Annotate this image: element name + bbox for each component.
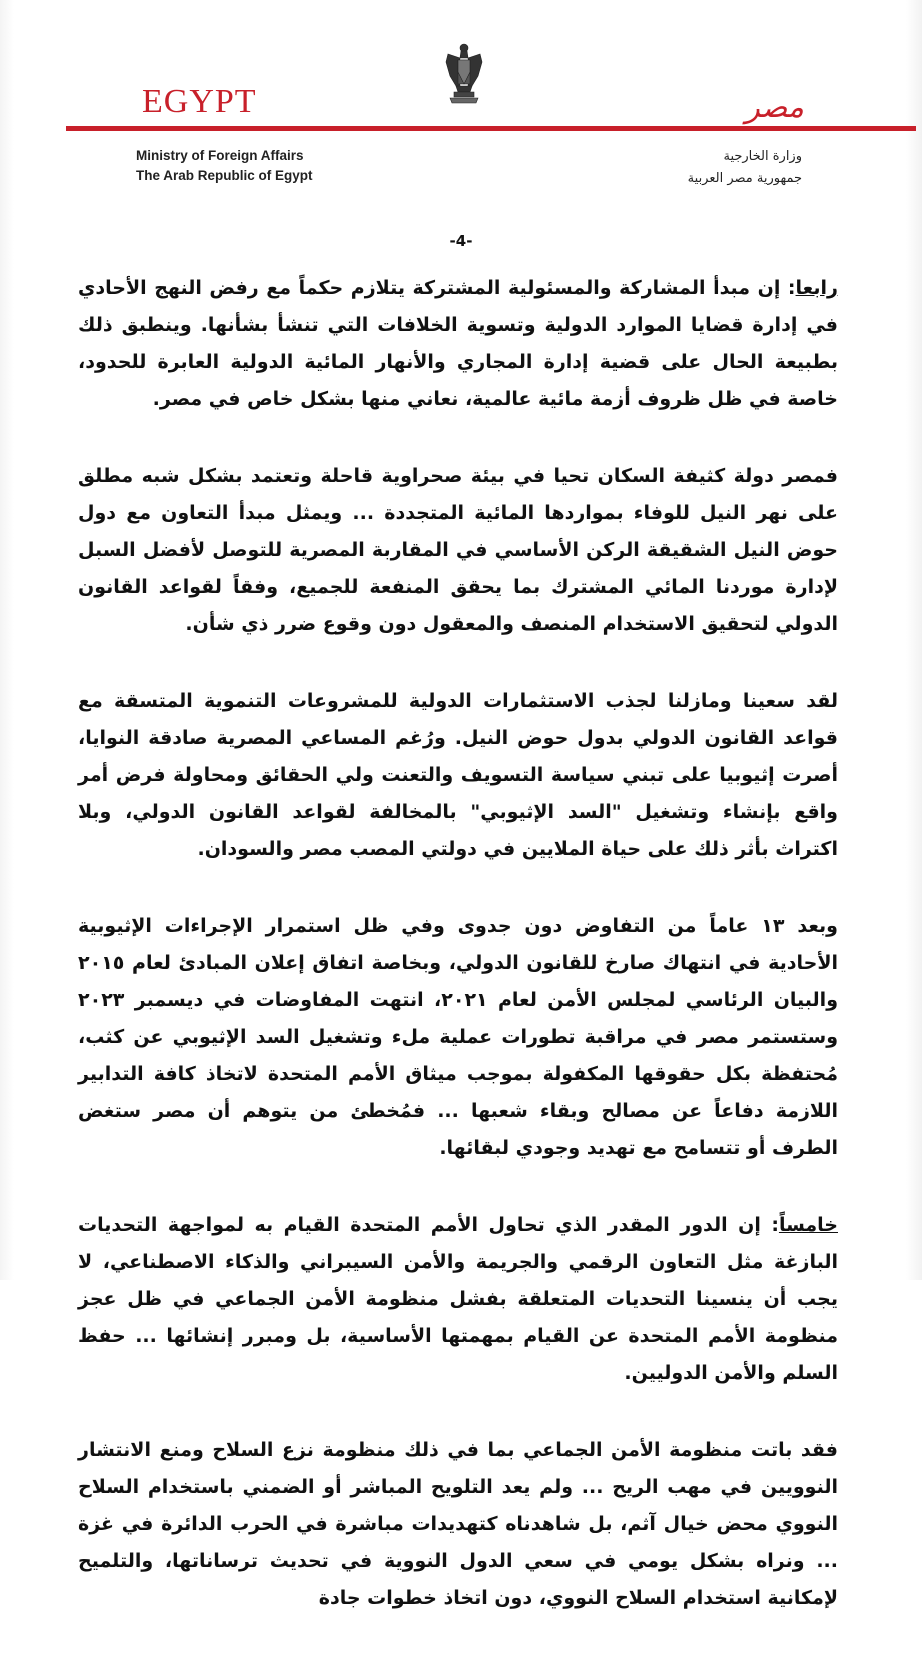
paragraph	[78, 908, 838, 1167]
ministry-arabic	[688, 146, 802, 190]
document-body	[78, 270, 838, 1657]
paragraph	[78, 683, 838, 868]
ministry-ar-line: وزارة الخارجية	[723, 149, 802, 164]
paragraph-text: لقد سعينا ومازلنا لجذب الاستثمارات الدولية للمشروعات التنموية المتسقة مع قواعد القانون الدولي بدول حوض النيل. ورُغم المساعي المصرية صادقة النوايا، أصرت إثيوبيا على تبني سياسة التسويف والتعنت ولي الحقائق ومحاولة فرض أمر واقع بإنشاء وتشغيل "السد الإثيوبي" بالمخالفة لقواعد القانون الدولي، وبلا اكتراث بأثر ذلك على حياة الملايين في دولتي المصب مصر والسودان.	[78, 690, 838, 860]
paragraph-text: : إن مبدأ المشاركة والمسئولية المشتركة يتلازم حكماً مع رفض النهج الأحادي في إدارة قضايا الموارد الدولية وتسوية الخلافات التي تنشأ بشأنها. وينطبق ذلك بطبيعة الحال على قضية إدارة المجاري والأنهار المائية الدولية العابرة للحدود، خاصة في ظل ظروف أزمة مائية عالمية، نعاني منها بشكل خاص في مصر.	[78, 277, 838, 410]
paragraph-lead: خامساً	[778, 1214, 838, 1236]
ministry-ar-line: جمهورية مصر العربية	[687, 171, 802, 186]
paragraph	[78, 1432, 838, 1617]
paragraph	[78, 1207, 838, 1392]
ministry-en-line: The Arab Republic of Egypt	[136, 168, 313, 183]
brand-arabic: مصر	[745, 90, 804, 125]
paragraph-text: فمصر دولة كثيفة السكان تحيا في بيئة صحراوية قاحلة وتعتمد بشكل شبه مطلق على نهر النيل للوفاء بمواردها المائية المتجددة ... ويمثل مبدأ التعاون مع دول حوض النيل الشقيقة الركن الأساسي في المقاربة المصرية للتوصل لأفضل السبل لإدارة موردنا المائي المشترك بما يحقق المنفعة للجميع، وفقاً لقواعد القانون الدولي لتحقيق الاستخدام المنصف والمعقول دون وقوع ضرر ذي شأن.	[78, 465, 838, 635]
paragraph-lead: رابعا	[795, 277, 838, 299]
paragraph	[78, 458, 838, 643]
ministry-en-line: Ministry of Foreign Affairs	[136, 148, 304, 163]
paragraph-text: فقد باتت منظومة الأمن الجماعي بما في ذلك منظومة نزع السلاح ومنع الانتشار النوويين في مهب الريح ... ولم يعد التلويح المباشر أو الضمني باستخدام السلاح النووي محض خيال آثم، بل شاهدناه كتهديدات مباشرة في الحرب الدائرة في غزة ... ونراه بشكل يومي في سعي الدول النووية في تحديث ترساناتها، والتلميح لإمكانية استخدام السلاح النووي، دون اتخاذ خطوات جادة	[78, 1439, 838, 1609]
page-number: -4-	[449, 232, 473, 250]
paragraph	[78, 270, 838, 418]
brand-english: EGYPT	[142, 83, 257, 120]
eagle-crest-icon	[444, 42, 484, 108]
header-divider	[66, 126, 916, 131]
ministry-english	[136, 146, 313, 186]
paragraph-text: : إن الدور المقدر الذي تحاول الأمم المتحدة القيام به لمواجهة التحديات البازغة مثل التعاون الرقمي والجريمة والأمن السيبراني والذكاء الاصطناعي، لا يجب أن ينسينا التحديات المتعلقة بفشل منظومة الأمن الجماعي في ظل عجز منظومة الأمم المتحدة عن القيام بمهمتها الأساسية، بل ومبرر إنشائها ... حفظ السلم والأمن الدوليين.	[78, 1214, 838, 1384]
paragraph-text: وبعد ١٣ عاماً من التفاوض دون جدوى وفي ظل استمرار الإجراءات الإثيوبية الأحادية في انتهاك صارخ للقانون الدولي، وبخاصة اتفاق إعلان المبادئ لعام ٢٠١٥ والبيان الرئاسي لمجلس الأمن لعام ٢٠٢١، انتهت المفاوضات في ديسمبر ٢٠٢٣ وستستمر مصر في مراقبة تطورات عملية ملء وتشغيل السد الإثيوبي عن كثب، مُحتفظة بكل حقوقها المكفولة بموجب ميثاق الأمم المتحدة لاتخاذ كافة التدابير اللازمة دفاعاً عن مصالح وبقاء شعبها ... فمُخطئ من يتوهم أن مصر ستغض الطرف أو تتسامح مع تهديد وجودي لبقائها.	[78, 915, 839, 1159]
